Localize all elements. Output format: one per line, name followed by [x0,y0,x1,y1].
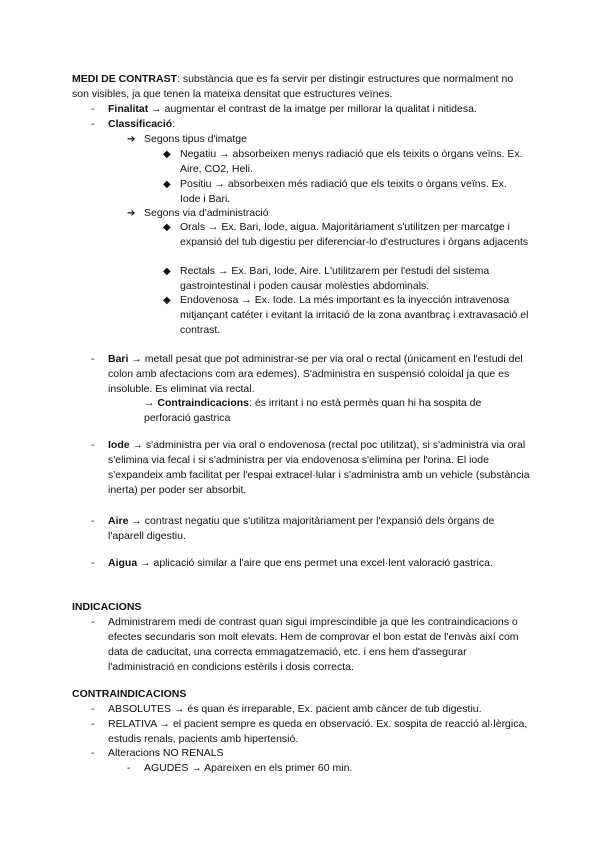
absolutes-text: ABSOLUTES → és quan és irreparable, Ex. pacient amb càncer de tub digestiu. [108,703,482,715]
bari-contra-label: Contraindicacions [157,397,250,409]
aigua-item [91,556,530,571]
tipus-imatge-title: Segons tipus d'imatge [144,133,247,145]
endovenosa-text: Endovenosa → Ex. Iode. La més important es la inyección intravenosa mitjançant catéter i evitant la irritació de la zona avantbraç i extravasació el contrast. [180,294,529,336]
bari-contraindicacions [144,396,524,426]
contraindicacions-heading: CONTRAINDICACIONS [72,688,187,700]
indicacions-item [91,615,528,675]
dash-marker: - [91,703,95,715]
orals-item [163,220,530,250]
aire-text: → contrast negatiu que s'utilitza majoritàriament per l'expansió dels òrgans de l'aparell digestiu. [108,515,495,542]
agudes-text: AGUDES → Apareixen en els primer 60 min. [144,762,353,774]
finalitat-label: Finalitat [108,103,149,115]
diamond-bullet-icon: ◆ [163,266,171,277]
classificacio-label: Classificació [108,118,173,130]
medi-definition: : substància que es fa servir per distingir estructures que normalment no son visibles, ja que tenen la mateixa densitat que estructures veïnes. [72,73,514,100]
iode-label: Iode [108,439,130,451]
diamond-bullet-icon: ◆ [163,295,171,306]
dash-marker: - [91,515,95,527]
aire-item [91,514,530,544]
diamond-bullet-icon: ◆ [163,149,171,160]
via-administracio-title: Segons via d'administració [144,207,269,219]
positiu-item [163,177,530,207]
classificacio-item [91,117,538,132]
arrow-bullet-icon: ➔ [127,208,136,219]
alteracions-item [91,746,528,761]
dash-marker: - [91,557,95,569]
dash-marker: - [91,353,95,365]
diamond-bullet-icon: ◆ [163,222,171,233]
relativa-text: RELATIVA → el pacient sempre es queda en observació. Ex. sospita de reacció al·lèrgica, estudis renals, pacients amb hipertensió. [108,718,528,745]
medi-intro [72,72,532,102]
tipus-imatge-item [127,132,524,147]
dash-marker: - [91,747,95,759]
aigua-label: Aigua [108,557,138,569]
indicacions-text: Administrarem medi de contrast quan sigui imprescindible ja que les contraindicacions o efectes secundaris son molt elevats. Hem de comprovar el bon estat de l'envàs així com data de caducitat, una correcta emmagatzemació, etc. i ens hem d'assegurar l'administració en condicions estèrils i dosis correcta. [108,616,519,673]
agudes-item [127,761,524,776]
dash-marker: - [91,118,95,130]
dash-marker: - [91,103,95,115]
indicacions-heading: INDICACIONS [72,601,142,613]
bari-label: Bari [108,353,129,365]
classificacio-colon: : [172,118,176,130]
positiu-text: Positiu → absorbeixen més radiació que els teixits o òrgans veïns. Ex. Iode i Bari. [180,178,507,205]
bari-contra-text: : és irritant i no està permès quan hi ha sospita de perforació gastrica [144,397,482,424]
iode-text: → s'administra per via oral o endovenosa (rectal poc utilitzat), si s'administra via oral s'elimina via fecal i si s'administra per via endovenosa s'elimina per l'orina. El iode s'expandeix amb facilitat per l'espai extracel·lular i s'administra amb un vehicle (substància inerta) per poder ser absorbit. [108,439,530,496]
diamond-bullet-icon: ◆ [163,179,171,190]
dash-marker: - [127,762,131,774]
endovenosa-item [163,293,530,338]
dash-marker: - [91,439,95,451]
orals-text: Orals → Ex. Bari, Iode, aigua. Majoritàriament s'utilitzen per marcatge i expansió del tub digestiu per diferenciar-lo d'estructures i òrgans adjacents [180,221,529,248]
via-administracio-item [127,206,524,221]
alteracions-text: Alteracions NO RENALS [108,747,224,759]
dash-marker: - [91,718,95,730]
negatiu-text: Negatiu → absorbeixen menys radiació que els teixits o òrgans veïns. Ex. Aire, CO2, Heli. [180,148,523,175]
finalitat-item [91,102,538,117]
aire-label: Aire [108,515,129,527]
iode-item [91,438,530,498]
dash-marker: - [91,616,95,628]
aigua-text: → aplicació similar a l'aire que ens permet una excel·lent valoració gastrica. [137,557,493,569]
arrow-bullet-icon: ➔ [127,134,136,145]
medi-title: MEDI DE CONTRAST [72,73,177,85]
relativa-item [91,717,528,747]
negatiu-item [163,147,530,177]
bari-text: → metall pesat que pot administrar-se per via oral o rectal (únicament en l'estudi del colon amb afectacions com ara edemes). S'administra en suspensió coloidal ja que es insoluble. Es eliminat via rectal. [108,353,523,395]
contra-arrow: → [144,397,158,409]
finalitat-text: → augmentar el contrast de la imatge per millorar la qualitat i nitidesa. [148,103,477,115]
absolutes-item [91,702,528,717]
bari-item [91,352,530,397]
rectals-item [163,264,530,294]
rectals-text: Rectals → Ex. Bari, Iode, Aire. L'utilitzarem per l'estudi del sistema gastrointestinal i poden causar molèsties abdominals. [180,265,490,292]
